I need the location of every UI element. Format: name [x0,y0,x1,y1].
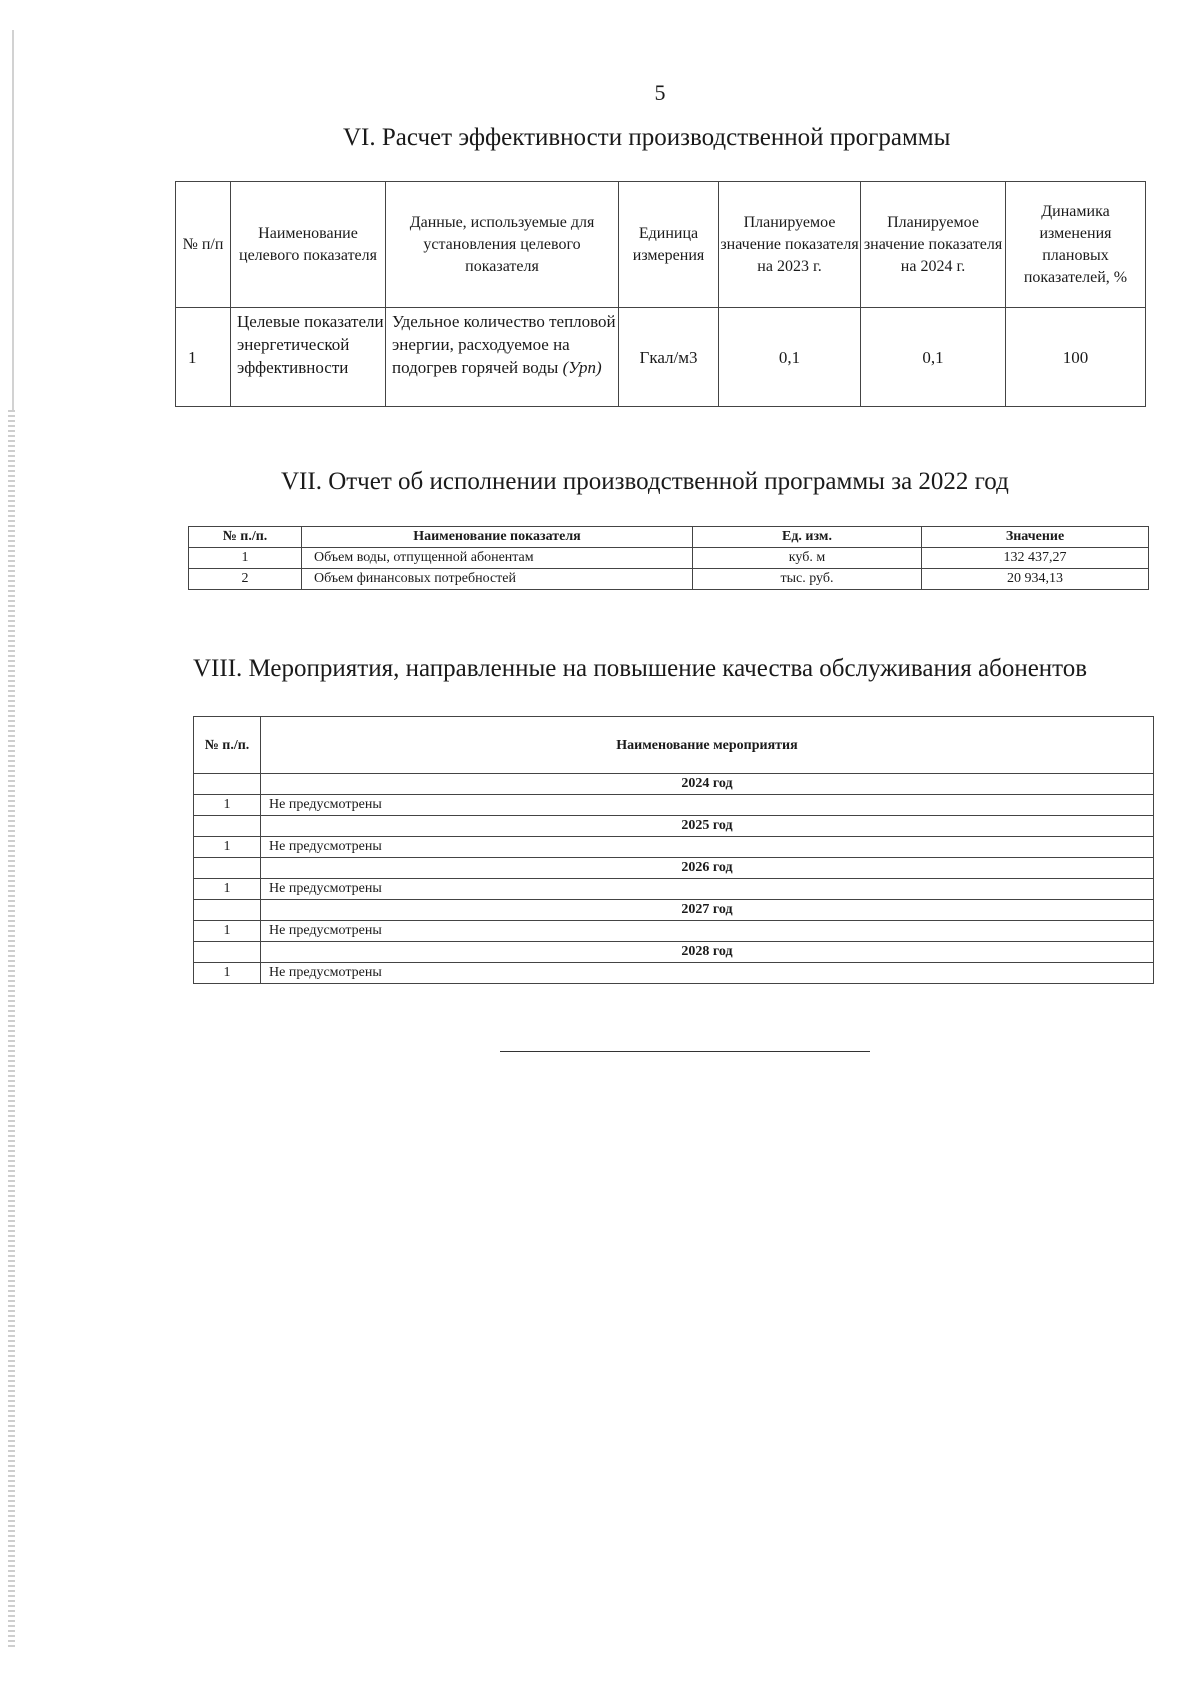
section-7-title: VII. Отчет об исполнении производственной программы за 2022 год [281,468,1009,495]
row-unit: Гкал/м3 [619,308,719,407]
row-unit: тыс. руб. [693,569,922,590]
year-row [194,816,1154,837]
row-num: 2 [189,569,302,590]
page-number: 5 [654,80,666,105]
header-measure-name: Наименование мероприятия [261,717,1154,774]
row-measure: Не предусмотрены [261,795,1154,816]
end-rule [500,1051,870,1052]
header-num: № п./п. [189,527,302,548]
header-indicator-name: Наименование показателя [302,527,693,548]
header-value-2024: Планируемое значение показателя на 2024 г. [861,182,1006,308]
table-row [194,879,1154,900]
table-row [194,921,1154,942]
report-table [188,526,1149,590]
header-data: Данные, используемые для установления целевого показателя [386,182,619,308]
row-value-2023: 0,1 [719,308,861,407]
row-num: 1 [176,308,231,407]
year-label: 2026 год [261,858,1154,879]
header-unit: Единица измерения [619,182,719,308]
year-label: 2024 год [261,774,1154,795]
section-8-title: VIII. Мероприятия, направленные на повышение качества обслуживания абонентов [193,655,1088,682]
year-row [194,942,1154,963]
row-value: 132 437,27 [922,548,1149,569]
year-row [194,774,1154,795]
row-name: Объем финансовых потребностей [302,569,693,590]
row-measure: Не предусмотрены [261,879,1154,900]
row-measure: Не предусмотрены [261,963,1154,984]
row-num: 1 [194,795,261,816]
header-dynamics: Динамика изменения плановых показателей, % [1006,182,1146,308]
row-num: 1 [194,963,261,984]
row-num: 1 [194,879,261,900]
scan-edge-shadow [12,30,14,410]
table-header-row [189,527,1149,548]
header-value-2023: Планируемое значение показателя на 2023 г. [719,182,861,308]
row-indicator: Целевые показатели энергетической эффективности [231,308,386,407]
header-unit: Ед. изм. [693,527,922,548]
row-name: Объем воды, отпущенной абонентам [302,548,693,569]
table-row [189,569,1149,590]
table-header-row [176,182,1146,308]
year-label: 2025 год [261,816,1154,837]
row-value-2024: 0,1 [861,308,1006,407]
row-num: 1 [194,837,261,858]
row-measure: Не предусмотрены [261,837,1154,858]
table-row [194,837,1154,858]
section-6-title: VI. Расчет эффективности производственной программы [343,124,951,151]
table-row [176,308,1146,407]
header-value: Значение [922,527,1149,548]
row-data-text: Удельное количество тепловой энергии, расходуемое на подогрев горячей воды [392,312,616,377]
table-row [194,963,1154,984]
header-num: № п/п [176,182,231,308]
table-row [189,548,1149,569]
row-data [386,308,619,407]
efficiency-table [175,181,1146,407]
row-num: 1 [194,921,261,942]
year-row [194,900,1154,921]
table-row [194,795,1154,816]
row-unit: куб. м [693,548,922,569]
row-measure: Не предусмотрены [261,921,1154,942]
scan-edge-perforation [8,410,15,1650]
year-row [194,858,1154,879]
header-indicator: Наименование целевого показателя [231,182,386,308]
year-label: 2028 год [261,942,1154,963]
row-value: 20 934,13 [922,569,1149,590]
row-num: 1 [189,548,302,569]
row-data-formula: (Урп) [562,358,602,377]
year-label: 2027 год [261,900,1154,921]
row-dynamics: 100 [1006,308,1146,407]
header-num: № п./п. [194,717,261,774]
measures-table [193,716,1154,984]
table-header-row [194,717,1154,774]
